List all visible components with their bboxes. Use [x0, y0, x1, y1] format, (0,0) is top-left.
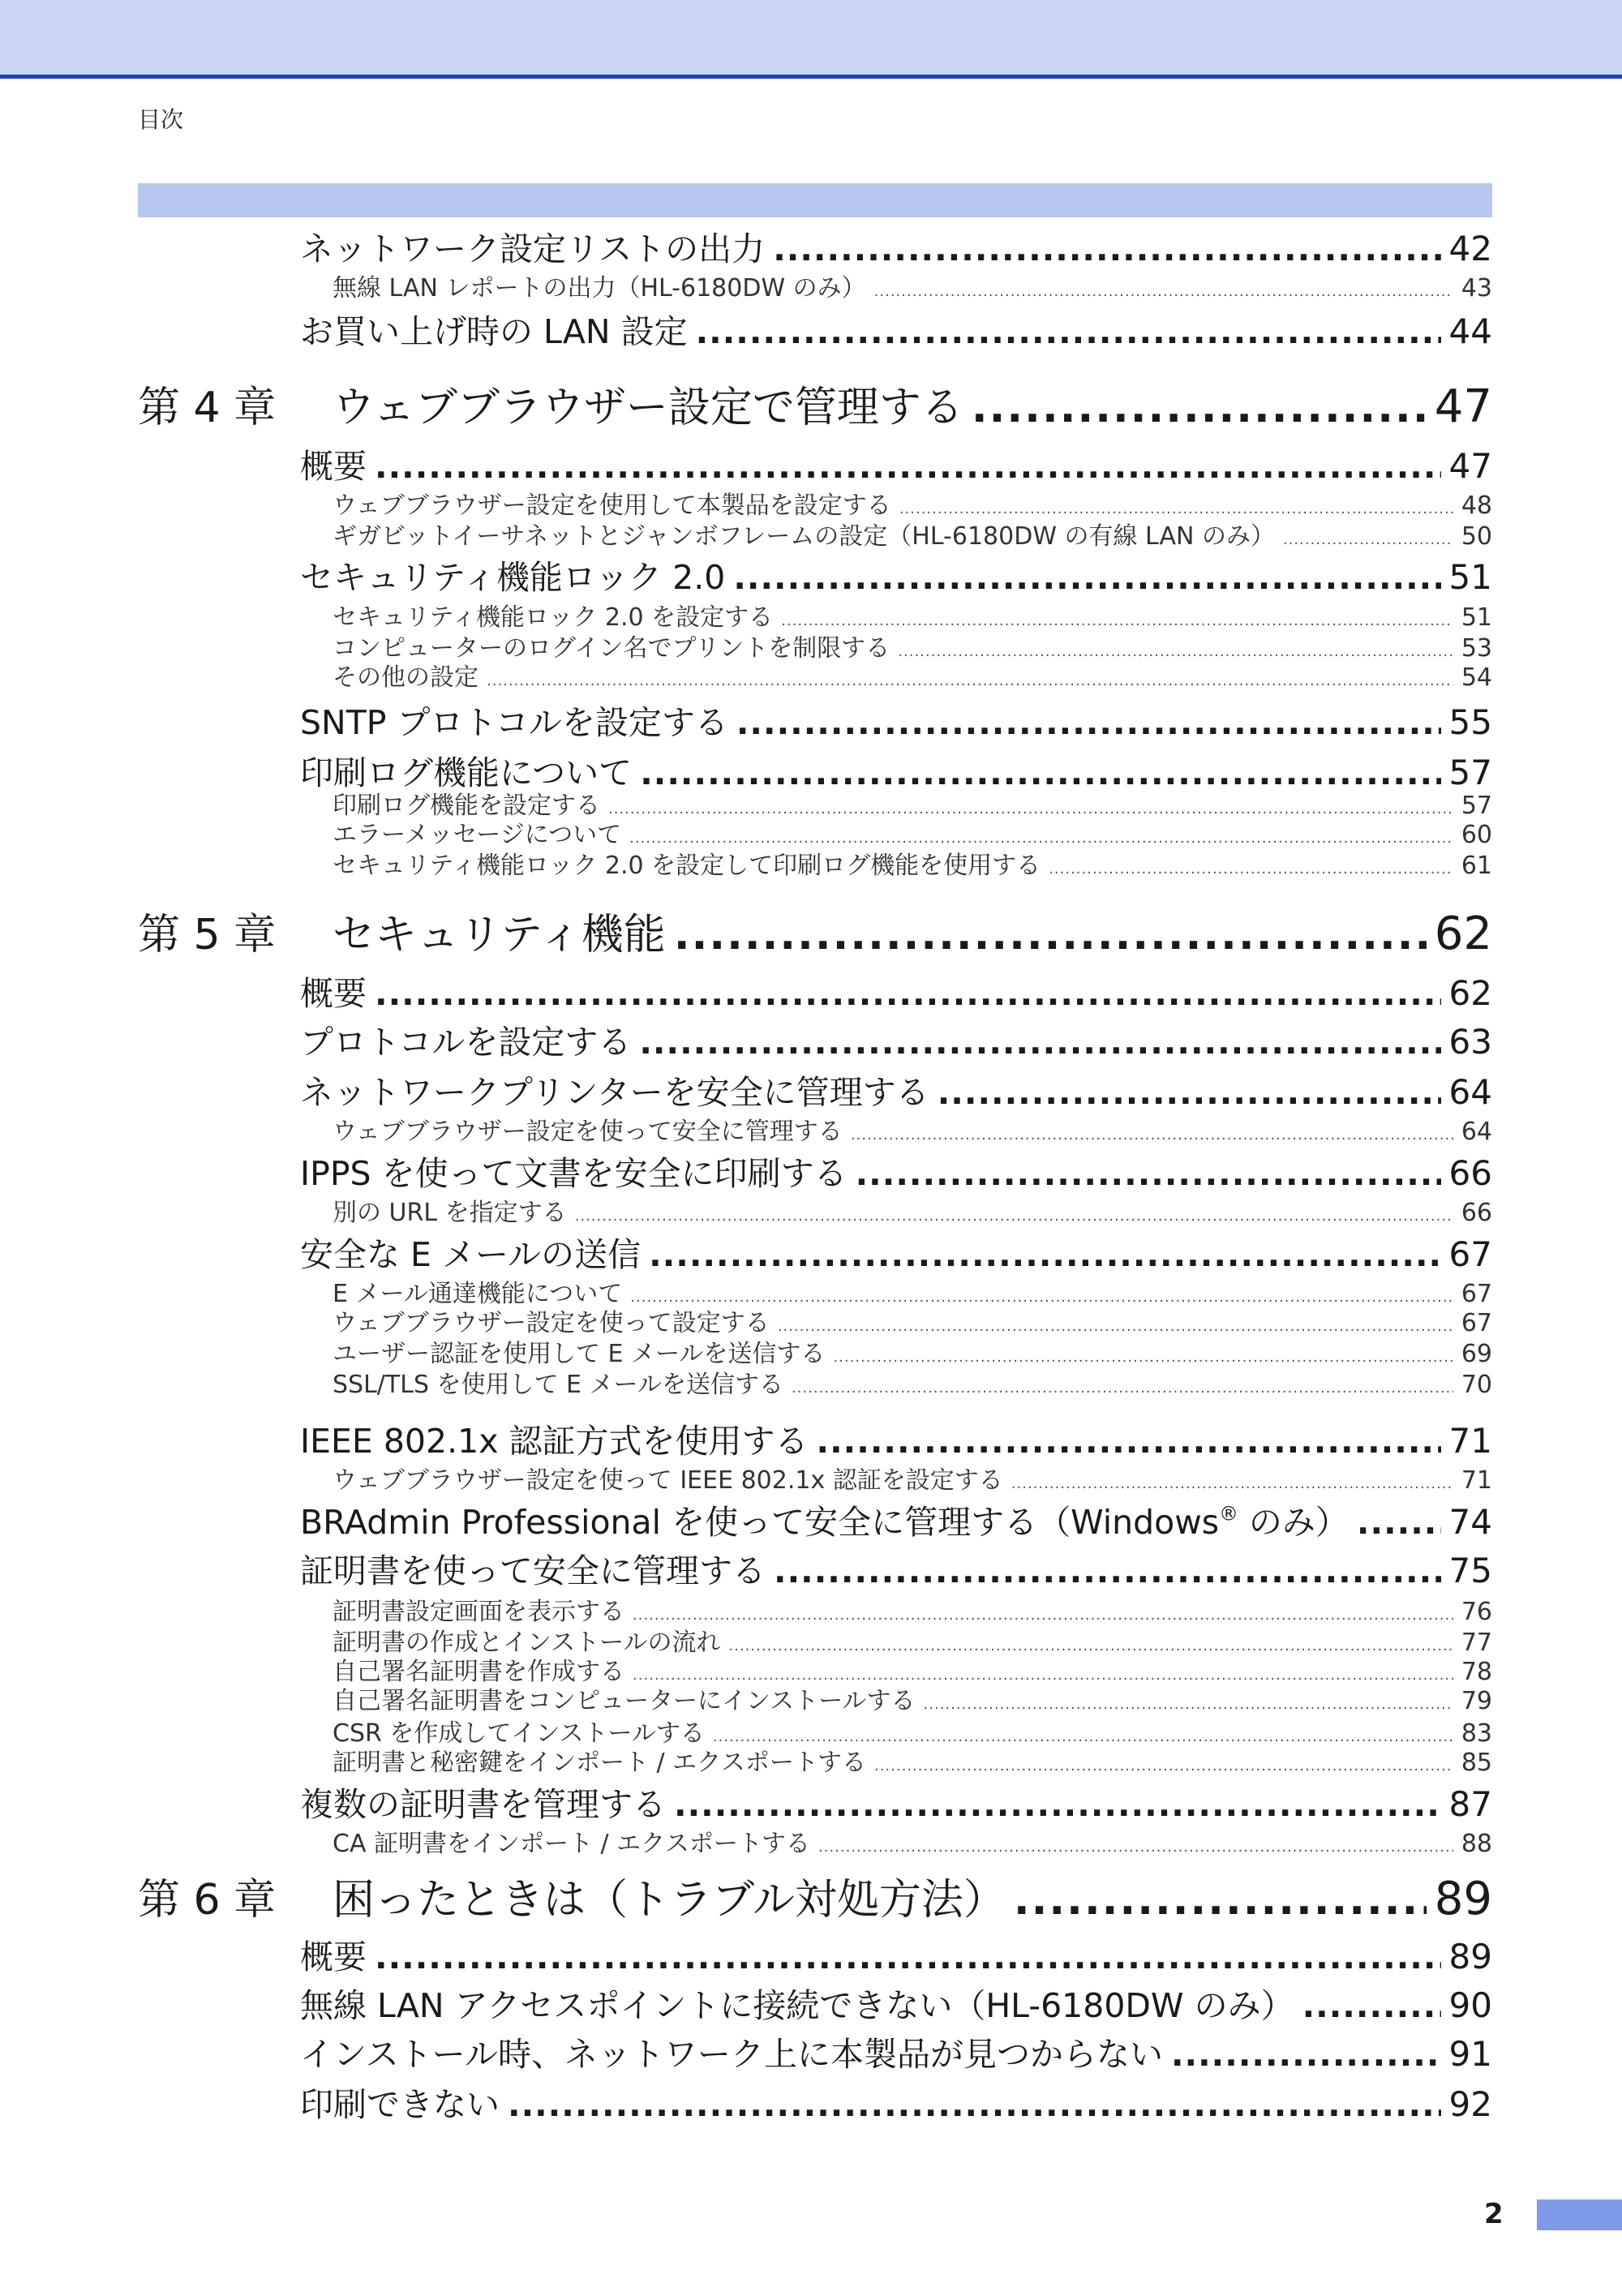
toc-page-number: 54	[1461, 663, 1492, 692]
toc-page-number: 55	[1448, 702, 1492, 742]
toc-title	[300, 1496, 1349, 1543]
dot-leader	[874, 283, 1453, 300]
toc-page-number: 79	[1461, 1687, 1492, 1715]
toc-subsection[interactable]	[333, 1364, 1492, 1399]
dot-leader	[972, 384, 1427, 432]
toc-title: コンピューターのログイン名でプリントを制限する	[333, 634, 890, 663]
toc-title: 証明書を使って安全に管理する	[300, 1551, 766, 1590]
toc-title: セキュリティ機能ロック 2.0 を設定する	[333, 603, 774, 632]
toc-page-number: 88	[1461, 1830, 1492, 1858]
toc-section[interactable]	[300, 440, 1492, 486]
dot-leader	[773, 230, 1440, 268]
toc-title: 概要	[300, 1938, 367, 1976]
toc-page-number: 66	[1448, 1153, 1492, 1193]
toc-title: お買い上げ時の LAN 設定	[300, 312, 688, 351]
toc-subsection[interactable]	[333, 1192, 1492, 1227]
page-number: 2	[1484, 2198, 1504, 2230]
chapter-number: 第 4 章	[138, 384, 277, 432]
dot-leader	[774, 1551, 1441, 1590]
toc-section[interactable]	[300, 1544, 1492, 1588]
toc-title: ウェブブラウザー設定を使用して本製品を設定する	[333, 491, 891, 520]
toc-page-number: 62	[1448, 973, 1492, 1013]
section-band	[138, 183, 1492, 217]
toc-chapter[interactable]	[138, 1865, 1492, 1924]
dot-leader	[633, 1607, 1453, 1624]
toc-page-number: 90	[1448, 1985, 1492, 2025]
toc-page-number: 57	[1461, 792, 1492, 820]
dot-leader	[1011, 1475, 1453, 1492]
toc-subsection[interactable]	[333, 1460, 1492, 1495]
toc-title: ネットワーク設定リストの出力	[300, 230, 766, 268]
toc-title: 無線 LAN レポートの出力（HL-6180DW のみ）	[333, 274, 866, 303]
toc-title: セキュリティ機能	[333, 911, 666, 959]
toc-section[interactable]	[300, 2028, 1492, 2074]
toc-subsection[interactable]	[333, 516, 1492, 551]
toc-section[interactable]	[300, 1414, 1492, 1461]
dot-leader	[792, 1380, 1453, 1397]
dot-leader	[696, 312, 1441, 351]
toc-title: CSR を作成してインストールする	[333, 1719, 705, 1748]
header-band	[0, 0, 1622, 75]
toc-page-number: 89	[1434, 1873, 1492, 1925]
dot-leader	[938, 1073, 1441, 1112]
toc-page-number: 71	[1461, 1466, 1492, 1495]
toc-page-number: 87	[1448, 1784, 1492, 1824]
page-tab	[1537, 2199, 1622, 2230]
toc-page-number: 74	[1448, 1502, 1492, 1542]
toc-section[interactable]	[300, 1930, 1492, 1974]
toc-title: セキュリティ機能ロック 2.0 を設定して印刷ログ機能を使用する	[333, 852, 1041, 880]
toc-page-number: 77	[1461, 1629, 1492, 1657]
toc-page-number: 67	[1461, 1309, 1492, 1337]
toc-page-number: 47	[1448, 446, 1492, 486]
toc-title-part: のみ）	[1238, 1503, 1349, 1542]
running-header: 目次	[138, 106, 184, 133]
toc-section[interactable]	[300, 1066, 1492, 1112]
toc-title: 安全な E メールの送信	[300, 1235, 642, 1274]
dot-leader	[575, 1208, 1453, 1225]
toc-page-number: 85	[1461, 1749, 1492, 1777]
toc-title: 印刷ログ機能について	[300, 753, 633, 792]
toc-chapter[interactable]	[138, 900, 1492, 959]
toc-title: ユーザー認証を使用して E メールを送信する	[333, 1340, 826, 1368]
toc-title: プロトコルを設定する	[300, 1023, 632, 1062]
toc-page-number: 43	[1461, 274, 1492, 303]
toc-title: IEEE 802.1x 認証方式を使用する	[300, 1422, 809, 1461]
toc-title: 別の URL を指定する	[333, 1199, 567, 1227]
toc-page-number: 75	[1448, 1551, 1492, 1590]
toc-subsection[interactable]	[333, 1591, 1492, 1626]
toc-title: 証明書と秘密鍵をインポート / エクスポートする	[333, 1749, 866, 1777]
toc-page-number: 50	[1461, 522, 1492, 551]
toc-page-number: 91	[1448, 2034, 1492, 2074]
toc-chapter[interactable]	[138, 373, 1492, 431]
toc-section[interactable]	[300, 2078, 1492, 2122]
dot-leader	[375, 1938, 1441, 1976]
dot-leader	[1171, 2035, 1441, 2074]
toc-page-number: 76	[1461, 1598, 1492, 1626]
toc-subsection[interactable]	[333, 785, 1492, 820]
toc-title: ウェブブラウザー設定を使って IEEE 802.1x 認証を設定する	[333, 1466, 1003, 1495]
toc-title: ウェブブラウザー設定を使って設定する	[333, 1309, 770, 1337]
toc-title: 困ったときは（トラブル対処方法）	[333, 1876, 1006, 1925]
toc-title-part: BRAdmin Professional を使って安全に管理する（Windows	[300, 1503, 1220, 1542]
toc-title: 証明書の作成とインストールの流れ	[333, 1629, 721, 1657]
chapter-number: 第 6 章	[138, 1876, 277, 1925]
toc-subsection[interactable]	[333, 1680, 1492, 1715]
toc-section[interactable]	[300, 305, 1492, 349]
toc-subsection[interactable]	[333, 1273, 1492, 1308]
dot-leader	[817, 1422, 1441, 1461]
dot-leader	[639, 1023, 1440, 1062]
toc-page-number: 42	[1448, 229, 1492, 268]
toc-page-number: 51	[1461, 603, 1492, 632]
toc-title: セキュリティ機能ロック 2.0	[300, 558, 726, 597]
toc-subsection[interactable]	[333, 1823, 1492, 1858]
toc-title: 概要	[300, 447, 367, 486]
toc-subsection[interactable]	[333, 628, 1492, 663]
toc-subsection[interactable]	[333, 1742, 1492, 1777]
toc-section[interactable]	[300, 696, 1492, 740]
toc-page-number: 53	[1461, 634, 1492, 663]
toc-title: 概要	[300, 974, 367, 1013]
toc-title: 自己署名証明書をコンピューターにインストールする	[333, 1687, 916, 1715]
toc-page-number: 71	[1448, 1421, 1492, 1461]
toc-section[interactable]	[300, 1147, 1492, 1191]
toc-subsection[interactable]	[333, 1622, 1492, 1657]
toc-title: ネットワークプリンターを安全に管理する	[300, 1073, 929, 1112]
toc-title: 自己署名証明書を作成する	[333, 1658, 624, 1686]
dot-leader	[733, 558, 1440, 597]
toc-title: その他の設定	[333, 663, 478, 692]
dot-leader	[833, 1349, 1453, 1366]
chapter-number: 第 5 章	[138, 911, 277, 959]
dot-leader	[674, 1785, 1441, 1824]
toc-page-number: 60	[1461, 821, 1492, 849]
dot-leader	[1283, 531, 1453, 548]
toc-page-number: 70	[1461, 1371, 1492, 1399]
toc-subsection[interactable]	[333, 1651, 1492, 1686]
toc-page-number: 67	[1448, 1234, 1492, 1274]
toc-page-number: 92	[1448, 2084, 1492, 2124]
toc-page-number: 89	[1448, 1937, 1492, 1976]
toc-page-number: 51	[1448, 557, 1492, 597]
toc-title: エラーメッセージについて	[333, 821, 622, 849]
dot-leader	[375, 974, 1441, 1013]
registered-mark: ®	[1219, 1502, 1238, 1526]
dot-leader	[856, 1154, 1441, 1193]
toc-title: 印刷ログ機能を設定する	[333, 792, 600, 820]
toc-page-number: 66	[1461, 1199, 1492, 1227]
dot-leader	[649, 1235, 1440, 1274]
dot-leader	[874, 1757, 1453, 1775]
toc-title: 複数の証明書を管理する	[300, 1785, 666, 1824]
toc-page-number: 47	[1434, 380, 1492, 433]
toc-title: 印刷できない	[300, 2085, 500, 2124]
dot-leader	[818, 1839, 1453, 1856]
toc-title: 無線 LAN アクセスポイントに接続できない（HL-6180DW のみ）	[300, 1986, 1294, 2025]
dot-leader	[629, 830, 1453, 847]
dot-leader	[1357, 1503, 1441, 1542]
toc-page-number: 67	[1461, 1280, 1492, 1308]
dot-leader	[778, 1318, 1453, 1335]
dot-leader	[899, 500, 1453, 517]
toc-title: SNTP プロトコルを設定する	[300, 703, 728, 742]
toc-section[interactable]	[300, 1979, 1492, 2023]
toc-page-number: 61	[1461, 852, 1492, 880]
toc-page-number: 44	[1448, 311, 1492, 351]
toc-subsection[interactable]	[333, 845, 1492, 880]
dot-leader	[851, 1127, 1453, 1144]
toc-title: SSL/TLS を使用して E メールを送信する	[333, 1371, 783, 1399]
dot-leader	[508, 2085, 1441, 2124]
toc-page-number: 78	[1461, 1658, 1492, 1686]
toc-page-number: 64	[1461, 1118, 1492, 1146]
toc-page-number: 69	[1461, 1340, 1492, 1368]
toc-page-number: 83	[1461, 1719, 1492, 1748]
toc-section[interactable]	[300, 551, 1492, 597]
toc-section[interactable]	[300, 222, 1492, 266]
toc-page-number: 62	[1434, 908, 1492, 960]
toc-subsection[interactable]	[333, 597, 1492, 632]
toc-subsection[interactable]	[333, 1713, 1492, 1748]
toc-section[interactable]	[300, 1015, 1492, 1062]
dot-leader	[674, 911, 1427, 959]
dot-leader	[1302, 1986, 1441, 2025]
toc-page-number: 63	[1448, 1022, 1492, 1062]
toc-title: インストール時、ネットワーク上に本製品が見つからない	[300, 2035, 1163, 2074]
header-rule	[0, 75, 1622, 79]
dot-leader	[781, 612, 1453, 629]
toc-title: IPPS を使って文書を安全に印刷する	[300, 1154, 847, 1193]
toc-subsection[interactable]	[333, 1302, 1492, 1337]
toc-section[interactable]	[300, 1228, 1492, 1272]
toc-section[interactable]	[300, 967, 1492, 1011]
toc-subsection[interactable]	[333, 268, 1492, 303]
toc-page-number: 48	[1461, 491, 1492, 520]
dot-leader	[924, 1696, 1453, 1713]
toc-section[interactable]	[300, 1496, 1492, 1542]
toc-page-number: 64	[1448, 1072, 1492, 1112]
dot-leader	[375, 447, 1441, 486]
toc-subsection[interactable]	[333, 814, 1492, 849]
toc-title: CA 証明書をインポート / エクスポートする	[333, 1830, 810, 1858]
toc-section[interactable]	[300, 746, 1492, 790]
toc-title: 証明書設定画面を表示する	[333, 1598, 624, 1626]
toc-title: ウェブブラウザー設定で管理する	[333, 384, 963, 432]
toc-subsection[interactable]	[333, 1111, 1492, 1146]
toc-title: E メール通達機能について	[333, 1280, 623, 1308]
toc-page-number: 57	[1448, 753, 1492, 792]
toc-subsection[interactable]	[333, 1333, 1492, 1368]
dot-leader	[1049, 860, 1453, 878]
toc-title: ギガビットイーサネットとジャンボフレームの設定（HL-6180DW の有線 LAN のみ）	[333, 522, 1275, 551]
dot-leader	[487, 672, 1453, 689]
toc-subsection[interactable]	[333, 485, 1492, 520]
toc-subsection[interactable]	[333, 657, 1492, 692]
toc-title: ウェブブラウザー設定を使って安全に管理する	[333, 1118, 843, 1146]
toc-section[interactable]	[300, 1778, 1492, 1822]
dot-leader	[736, 703, 1441, 742]
dot-leader	[1014, 1876, 1427, 1925]
